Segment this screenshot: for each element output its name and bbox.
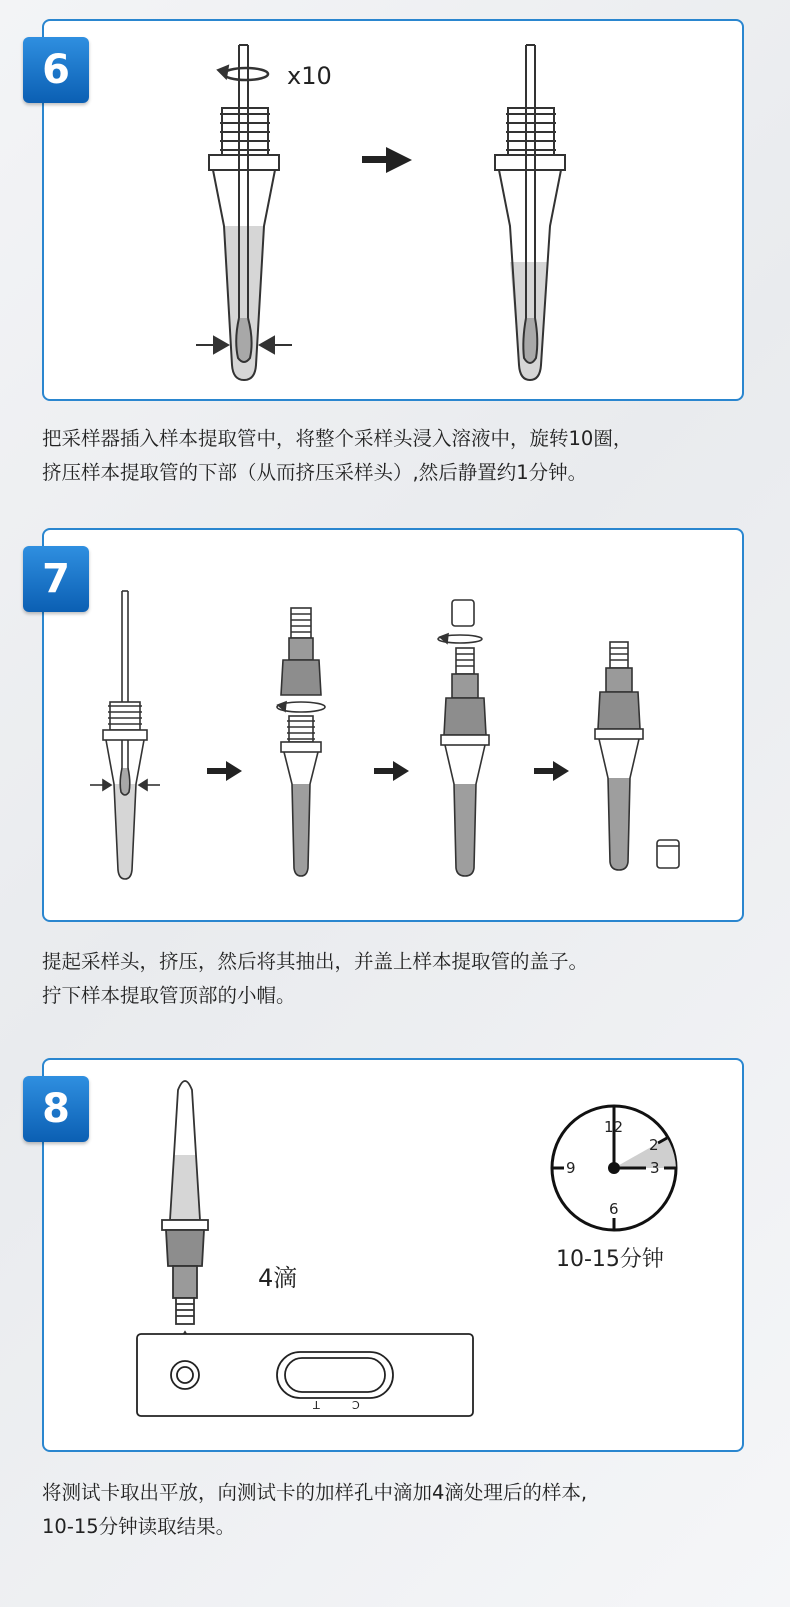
test-cassette xyxy=(137,1334,473,1416)
description-line: 把采样器插入样本提取管中，将整个采样头浸入溶液中，旋转10圈， xyxy=(42,427,633,450)
description-line: 10-15分钟读取结果。 xyxy=(42,1515,236,1538)
clock-number-2: 2 xyxy=(649,1136,659,1154)
time-duration-label: 10-15分钟 xyxy=(556,1247,664,1272)
cassette-c-mark: C xyxy=(352,1398,360,1411)
clock-number-3: 3 xyxy=(650,1159,660,1177)
description-line: 拧下样本提取管顶部的小帽。 xyxy=(42,984,296,1007)
drops-count-label: 4滴 xyxy=(258,1264,298,1292)
clock-number-6: 6 xyxy=(609,1200,619,1218)
step-6-badge: 6 xyxy=(23,37,89,103)
clock-number-12: 12 xyxy=(604,1118,624,1136)
rotation-count-label: x10 xyxy=(287,62,332,90)
description-line: 将测试卡取出平放，向测试卡的加样孔中滴加4滴处理后的样本, xyxy=(42,1481,588,1504)
description-line: 提起采样头，挤压，然后将其抽出，并盖上样本提取管的盖子。 xyxy=(42,950,589,973)
description-line: 挤压样本提取管的下部（从而挤压采样头）,然后静置约1分钟。 xyxy=(42,461,588,484)
inverted-dropper-tube xyxy=(162,1081,208,1353)
cassette-t-mark: T xyxy=(313,1398,320,1411)
step-8-badge: 8 xyxy=(23,1076,89,1142)
clock-number-9: 9 xyxy=(566,1159,576,1177)
step-8-description xyxy=(42,1476,762,1544)
step-7-badge: 7 xyxy=(23,546,89,612)
